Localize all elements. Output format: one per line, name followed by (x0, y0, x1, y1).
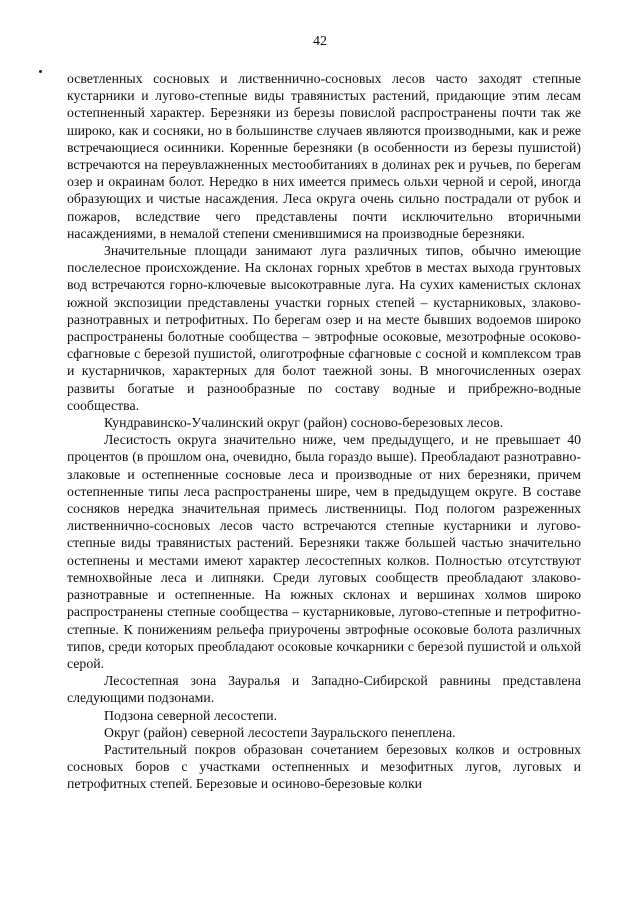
paragraph: осветленных сосновых и лиственнично-сосновых лесов часто заходят степные кустарники и лугово-степные виды травянистых растений, придающие этим лесам остепненный характер. Березняки из березы повислой распространены почти так же широко, как и сосняки, но в большинстве случаев являются производными, как и реже встречающиеся осинники. Коренные березняки (в особенности из березы пушистой) встречаются на переувлажненных местообитаниях в долинах рек и ручьев, по берегам озер и окраинам болот. Нередко в них имеется примесь ольхи черной и серой, иногда образующих и чистые насаждения. Леса округа очень сильно пострадали от рубок и пожаров, вследствие чего представлены почти исключительно вторичными насаждениями, в немалой степени сменившимися на производные березняки. (67, 71, 581, 241)
margin-dot (39, 70, 42, 73)
section-heading: Кундравинско-Учалинский округ (район) сосново-березовых лесов. (104, 415, 504, 431)
paragraph: Значительные площади занимают луга различных типов, обычно имеющие послелесное происхождение. На склонах горных хребтов в местах выхода грунтовых вод встречаются горно-ключевые высокотравные луга. На сухих каменистых склонах южной экспозиции представлены участки горных степей – кустарниковых, злаково-разнотравных и петрофитных. По берегам озер и на месте бывших водоемов широко распространены болотные сообщества – эвтрофные осоковые, мезотрофные осоково-сфагновые с березой пушистой, олиготрофные сфагновые с сосной и комплексом трав и кустарничков, характерных для болот таежной зоны. В многочисленных озерах развиты богатые и разнообразные по составу водные и прибрежно-водные сообщества. (67, 243, 581, 413)
document-body (67, 70, 581, 793)
paragraph: Растительный покров образован сочетанием березовых колков и островных сосновых боров с участками остепненных и мезофитных лугов, луговых и петрофитных степей. Березовые и осиново-березовые колки (67, 741, 581, 792)
subzone-heading: Подзона северной лесостепи. (104, 707, 278, 723)
page-number: 42 (313, 34, 327, 49)
section-heading: Округ (район) северной лесостепи Зауральского пенеплена. (104, 724, 456, 740)
paragraph: Лесистость округа значительно ниже, чем предыдущего, и не превышает 40 процентов (в прошлом она, очевидно, была гораздо выше). Преобладают разнотравно-злаковые и остепненные сосновые леса и производные от них березняки, причем остепненные типы леса распространены шире, чем в предыдущем округе. В составе сосняков нередка значительная примесь лиственницы. Под пологом разреженных лиственнично-сосновых лесов часто встречаются степные кустарники и лугово-степные виды травянистых растений. Березняки также большей частью значительно остепнены и местами имеют характер лесостепных колков. Полностью отсутствуют темнохвойные леса и липняки. Среди луговых сообществ преобладают злаково-разнотравные и остепненные. На южных склонах и вершинах холмов широко распространены степные сообщества – кустарниковые, лугово-степные и петрофитно-степные. К понижениям рельефа приурочены эвтрофные осоковые болота различных типов, среди которых преобладают осоковые кочкарники с березой пушистой и ольхой серой. (67, 432, 581, 671)
paragraph: Лесостепная зона Зауралья и Западно-Сибирской равнины представлена следующими подзонами. (67, 673, 581, 706)
